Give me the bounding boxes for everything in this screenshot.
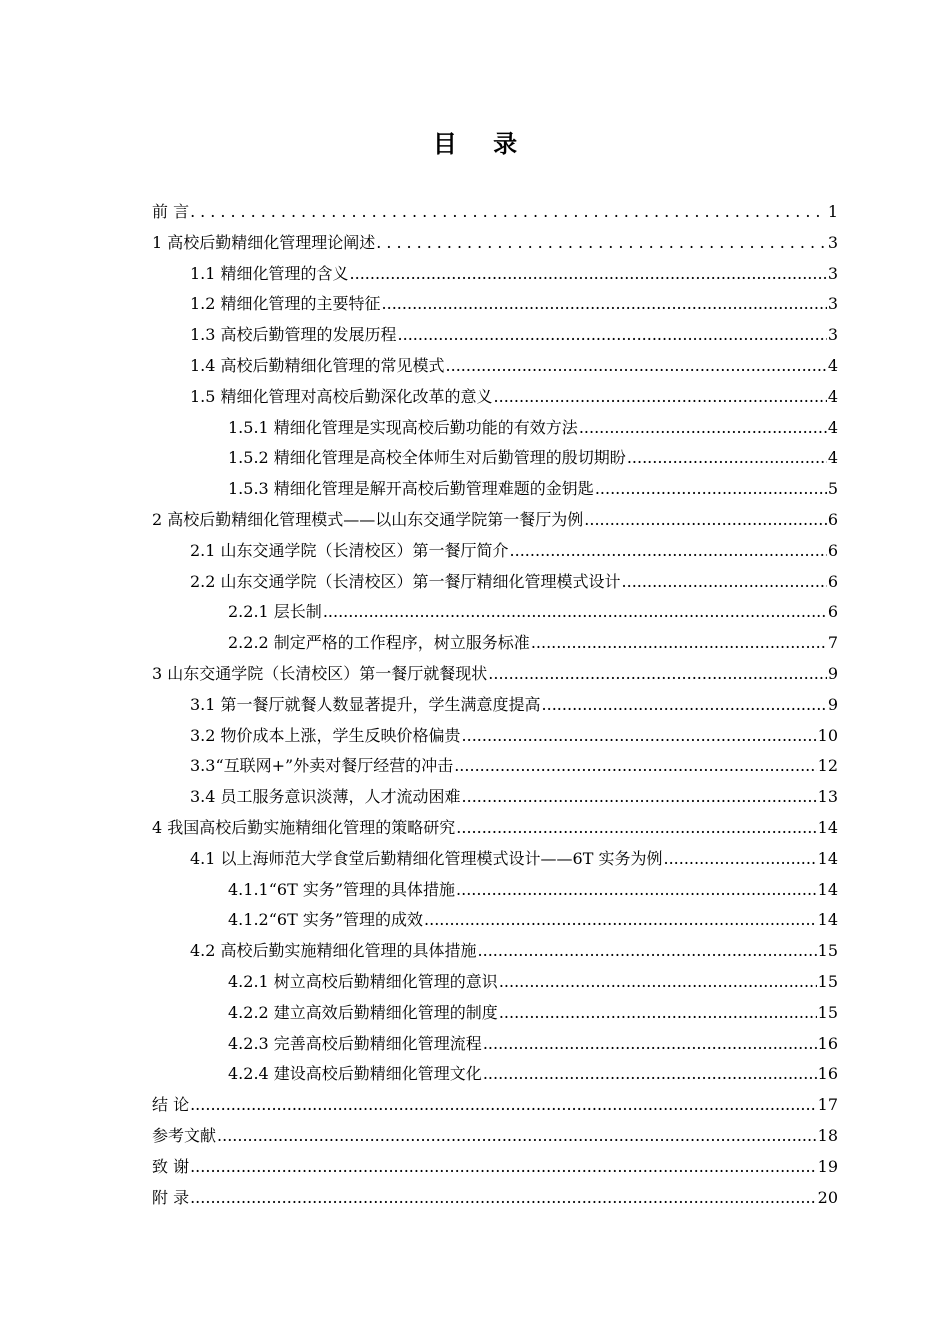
toc-label: 1.5.1 精细化管理是实现高校后勤功能的有效方法: [228, 417, 578, 437]
toc-page: 12: [817, 756, 838, 776]
toc-entry[interactable]: [152, 938, 838, 969]
toc-label: 2.2.1 层长制: [228, 602, 322, 622]
toc-label: 结 论: [152, 1095, 190, 1115]
toc-page: 13: [817, 787, 838, 807]
toc-leader: [190, 1157, 817, 1176]
toc-label: 3.3“互联网+”外卖对餐厅经营的冲击: [190, 756, 454, 776]
toc-entry[interactable]: [152, 599, 838, 630]
toc-label: 致 谢: [152, 1156, 190, 1176]
toc-entry[interactable]: [152, 569, 838, 600]
toc-label: 2.2.2 制定严格的工作程序，树立服务标准: [228, 633, 530, 653]
toc-label: 1.1 精细化管理的含义: [190, 263, 349, 283]
toc-entry[interactable]: [152, 261, 838, 292]
toc-page: 20: [817, 1187, 838, 1207]
toc-label: 4.2.1 树立高校后勤精细化管理的意识: [228, 971, 498, 991]
toc-entry[interactable]: [152, 415, 838, 446]
toc-leader: [478, 941, 817, 960]
toc-page: 3: [827, 325, 838, 345]
toc-leader: [382, 294, 827, 313]
toc-leader: [456, 818, 816, 837]
toc-entry[interactable]: [152, 199, 838, 230]
toc-page: 19: [817, 1156, 838, 1176]
toc-entry[interactable]: [152, 1185, 838, 1216]
toc-leader: [350, 264, 827, 283]
toc-page: 16: [817, 1033, 838, 1053]
toc-entry[interactable]: [152, 630, 838, 661]
toc-page: 9: [827, 663, 838, 683]
toc-page: 6: [827, 571, 838, 591]
toc-entry[interactable]: [152, 476, 838, 507]
toc-leader: [323, 602, 827, 621]
toc-label: 4.1.2“6T 实务”管理的成效: [228, 910, 424, 930]
toc-label: 3.1 第一餐厅就餐人数显著提升，学生满意度提高: [190, 694, 541, 714]
toc-leader: [190, 202, 827, 221]
toc-entry[interactable]: [152, 291, 838, 322]
toc-entry[interactable]: [152, 692, 838, 723]
toc-label: 3 山东交通学院（长清校区）第一餐厅就餐现状: [152, 663, 488, 683]
toc-label: 4.2.4 建设高校后勤精细化管理文化: [228, 1064, 482, 1084]
toc-leader: [595, 479, 827, 498]
toc-label: 2.2 山东交通学院（长清校区）第一餐厅精细化管理模式设计: [190, 571, 621, 591]
toc-entry[interactable]: [152, 384, 838, 415]
toc-page: 15: [817, 971, 838, 991]
toc-page: 9: [827, 694, 838, 714]
toc-leader: [217, 1126, 817, 1145]
toc-leader: [456, 880, 817, 899]
toc-leader: [398, 325, 827, 344]
toc-entry[interactable]: [152, 445, 838, 476]
toc-label: 4 我国高校后勤实施精细化管理的策略研究: [152, 817, 456, 837]
toc-leader: [462, 787, 817, 806]
toc-entry[interactable]: [152, 507, 838, 538]
toc-entry[interactable]: [152, 1154, 838, 1185]
toc-leader: [494, 387, 827, 406]
toc-page: 10: [817, 725, 838, 745]
toc-leader: [579, 418, 827, 437]
toc-leader: [488, 664, 827, 683]
toc-label: 4.1 以上海师范大学食堂后勤精细化管理模式设计——6T 实务为例: [190, 848, 663, 868]
toc-page: 6: [827, 602, 838, 622]
toc-label: 4.2 高校后勤实施精细化管理的具体措施: [190, 941, 477, 961]
toc-entry[interactable]: [152, 1092, 838, 1123]
toc-entry[interactable]: [152, 1000, 838, 1031]
toc-page: 4: [827, 355, 838, 375]
toc-entry[interactable]: [152, 1061, 838, 1092]
toc-entry[interactable]: [152, 753, 838, 784]
toc-label: 2.1 山东交通学院（长清校区）第一餐厅简介: [190, 540, 509, 560]
toc-page: 17: [817, 1095, 838, 1115]
toc-label: 1 高校后勤精细化管理理论阐述: [152, 232, 376, 252]
toc-leader: [542, 695, 827, 714]
toc-leader: [446, 356, 827, 375]
toc-leader: [510, 541, 827, 560]
table-of-contents: [152, 199, 838, 1215]
toc-page: 14: [817, 879, 838, 899]
toc-page: 4: [827, 386, 838, 406]
toc-page: 16: [817, 1064, 838, 1084]
toc-page: 6: [827, 509, 838, 529]
toc-leader: [627, 448, 827, 467]
toc-label: 1.2 精细化管理的主要特征: [190, 294, 381, 314]
toc-page: 15: [817, 941, 838, 961]
toc-label: 3.2 物价成本上涨，学生反映价格偏贵: [190, 725, 461, 745]
toc-page: 4: [827, 448, 838, 468]
toc-entry[interactable]: [152, 353, 838, 384]
toc-page: 3: [827, 294, 838, 314]
toc-entry[interactable]: [152, 661, 838, 692]
toc-leader: [454, 756, 816, 775]
toc-entry[interactable]: [152, 815, 838, 846]
toc-leader: [376, 233, 827, 252]
toc-entry[interactable]: [152, 907, 838, 938]
toc-page: 6: [827, 540, 838, 560]
toc-entry[interactable]: [152, 1031, 838, 1062]
toc-leader: [462, 726, 817, 745]
toc-entry[interactable]: [152, 723, 838, 754]
toc-label: 3.4 员工服务意识淡薄，人才流动困难: [190, 787, 461, 807]
toc-label: 参考文献: [152, 1125, 217, 1145]
toc-page: 5: [827, 479, 838, 499]
toc-leader: [531, 633, 827, 652]
toc-page: 15: [817, 1002, 838, 1022]
toc-leader: [190, 1188, 817, 1207]
toc-entry[interactable]: [152, 230, 838, 261]
toc-leader: [483, 1034, 817, 1053]
toc-leader: [584, 510, 827, 529]
toc-entry[interactable]: [152, 969, 838, 1000]
toc-label: 1.5.3 精细化管理是解开高校后勤管理难题的金钥匙: [228, 479, 594, 499]
toc-label: 4.1.1“6T 实务”管理的具体措施: [228, 879, 456, 899]
toc-entry[interactable]: [152, 1123, 838, 1154]
toc-leader: [499, 972, 817, 991]
toc-label: 1.5 精细化管理对高校后勤深化改革的意义: [190, 386, 493, 406]
toc-page: 3: [827, 263, 838, 283]
toc-leader: [499, 1003, 817, 1022]
toc-entry[interactable]: [152, 846, 838, 877]
page-title: 目 录: [432, 130, 532, 158]
toc-label: 前 言: [152, 202, 190, 221]
toc-page: 7: [827, 633, 838, 653]
toc-label: 1.4 高校后勤精细化管理的常见模式: [190, 355, 445, 375]
toc-label: 附 录: [152, 1187, 190, 1207]
toc-page: 1: [827, 202, 838, 221]
toc-leader: [483, 1064, 817, 1083]
toc-label: 1.3 高校后勤管理的发展历程: [190, 325, 397, 345]
toc-leader: [190, 1095, 817, 1114]
toc-label: 4.2.3 完善高校后勤精细化管理流程: [228, 1033, 482, 1053]
toc-entry[interactable]: [152, 784, 838, 815]
toc-label: 4.2.2 建立高效后勤精细化管理的制度: [228, 1002, 498, 1022]
toc-entry[interactable]: [152, 322, 838, 353]
toc-entry[interactable]: [152, 538, 838, 569]
toc-page: 14: [817, 910, 838, 930]
toc-page: 14: [817, 817, 838, 837]
toc-leader: [424, 910, 817, 929]
toc-page: 3: [827, 232, 838, 252]
toc-leader: [663, 849, 816, 868]
toc-entry[interactable]: [152, 877, 838, 908]
toc-label: 1.5.2 精细化管理是高校全体师生对后勤管理的殷切期盼: [228, 448, 626, 468]
toc-page: 14: [817, 848, 838, 868]
toc-label: 2 高校后勤精细化管理模式——以山东交通学院第一餐厅为例: [152, 509, 584, 529]
toc-page: 4: [827, 417, 838, 437]
toc-leader: [622, 572, 827, 591]
toc-page: 18: [817, 1125, 838, 1145]
